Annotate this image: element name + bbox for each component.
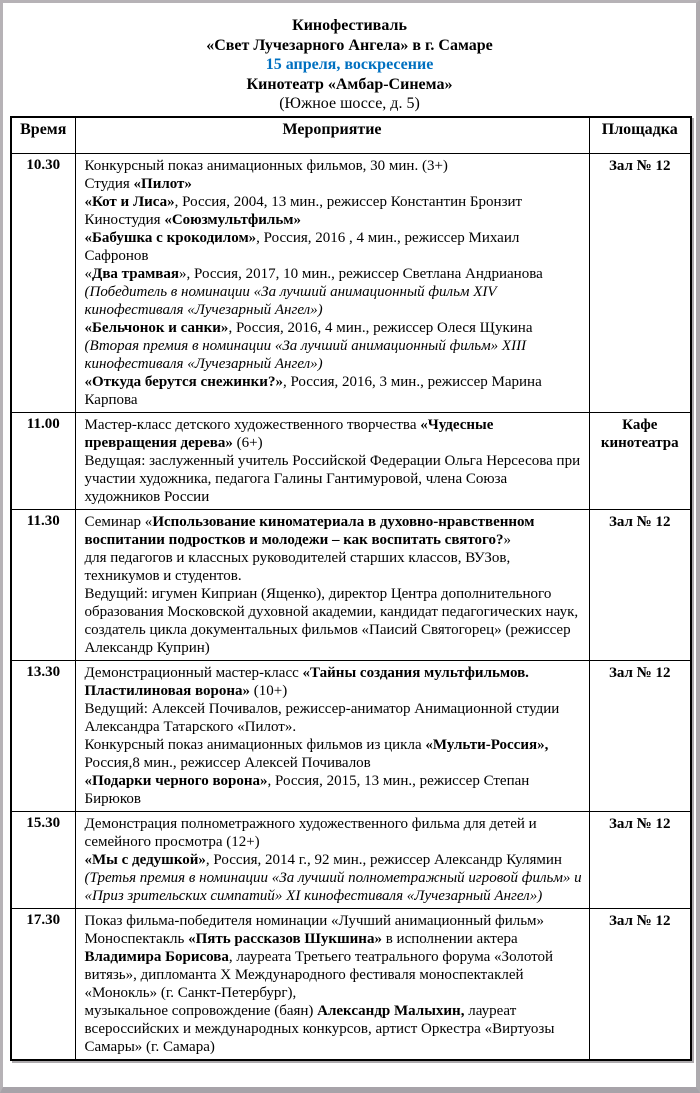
text-segment: «Мы с дедушкой»	[84, 851, 206, 868]
venue-cell: Кафе кинотеатра	[589, 412, 691, 509]
time-cell: 13.30	[11, 660, 75, 811]
event-cell	[75, 811, 589, 908]
time-cell: 10.30	[11, 153, 75, 412]
event-cell	[75, 509, 589, 660]
event-paragraph	[85, 452, 583, 506]
event-paragraph	[85, 912, 583, 930]
text-segment: (6+)	[232, 434, 263, 451]
text-segment: Демонстрационный мастер-класс	[84, 664, 303, 681]
text-segment: (Третья премия в номинации «За лучший полнометражный игровой фильм» и «Приз зрительских симпатий» XI кинофестиваля «Лучезарный Ангел»)	[84, 869, 582, 904]
schedule-row	[11, 153, 691, 412]
text-segment: Конкурсный показ анимационных фильмов из цикла	[84, 736, 426, 753]
schedule-row	[11, 412, 691, 509]
text-segment: , лауреата Третьего театрального форума «Золотой витязь», дипломанта X Международного фестиваля моноспектаклей «Монокль» (г. Санкт-Петербург),	[84, 948, 554, 1001]
text-segment: «Подарки черного ворона»	[84, 772, 268, 789]
text-segment: для педагогов и классных руководителей старших классов, ВУЗов, техникумов и студентов.	[84, 549, 511, 584]
text-segment: Два трамвая	[92, 265, 179, 282]
schedule-row	[11, 509, 691, 660]
text-segment: , Россия, 2016, 4 мин., режиссер Олеся Щукина	[228, 319, 533, 336]
event-paragraph	[85, 930, 583, 1002]
text-segment: (10+)	[250, 682, 288, 699]
event-paragraph	[85, 585, 583, 657]
cinema-address: (Южное шоссе, д. 5)	[279, 95, 420, 113]
text-segment: «Союзмультфильм»	[164, 211, 301, 228]
time-cell: 17.30	[11, 908, 75, 1060]
event-paragraph	[85, 416, 583, 452]
text-segment: , Россия, 2016 , 4 мин., режиссер Михаил Сафронов	[84, 229, 520, 264]
schedule-row	[11, 811, 691, 908]
text-segment: «Бабушка с крокодилом»	[84, 229, 257, 246]
text-segment: Моноспектакль	[84, 930, 189, 947]
text-segment: Ведущий: Алексей Почивалов, режиссер-аниматор Анимационной студии Александра Татарского «Пилот».	[84, 700, 560, 735]
event-paragraph	[85, 193, 583, 211]
text-segment: «Откуда берутся снежинки?»	[84, 373, 283, 390]
festival-title-line2: «Свет Лучезарного Ангела» в г. Самаре	[206, 36, 493, 54]
event-paragraph	[85, 1002, 583, 1056]
text-segment: «	[84, 265, 92, 282]
text-segment: «Пять рассказов Шукшина»	[188, 930, 382, 947]
time-cell: 11.30	[11, 509, 75, 660]
text-segment: в исполнении актера	[381, 930, 518, 947]
document-header	[3, 16, 696, 114]
text-segment: , Россия, 2016, 3 мин., режиссер Марина Карпова	[84, 373, 542, 408]
text-segment: «Пилот»	[133, 175, 192, 192]
event-cell	[75, 908, 589, 1060]
event-paragraph	[85, 175, 583, 193]
text-segment: «Мульти-Россия»,	[425, 736, 549, 753]
text-segment: Показ фильма-победителя номинации «Лучший анимационный фильм»	[84, 912, 545, 929]
text-segment: лауреат всероссийских и международных конкурсов, артист Оркестра «Виртуозы Самары» (г. Самара)	[84, 1002, 555, 1055]
venue-cell: Зал № 12	[589, 660, 691, 811]
time-cell: 15.30	[11, 811, 75, 908]
column-header-place: Площадка	[589, 117, 691, 154]
text-segment: (Победитель в номинации «За лучший анимационный фильм XIV кинофестиваля «Лучезарный Ангел»)	[84, 283, 497, 318]
schedule-table	[10, 116, 692, 1061]
cinema-name: Кинотеатр «Амбар-Синема»	[246, 75, 453, 93]
text-segment: Использование киноматериала в духовно-нравственном воспитании подростков и молодежи – как воспитать святого?	[84, 513, 535, 548]
column-header-event: Мероприятие	[75, 117, 589, 154]
text-segment: «Чудесные превращения дерева»	[84, 416, 494, 451]
column-header-time: Время	[11, 117, 75, 154]
text-segment: Демонстрация полнометражного художественного фильма для детей и семейного просмотра (12+)	[84, 815, 537, 850]
event-paragraph	[85, 283, 583, 319]
event-paragraph	[85, 549, 583, 585]
event-paragraph	[85, 851, 583, 905]
event-cell	[75, 153, 589, 412]
festival-title-line1: Кинофестиваль	[292, 17, 407, 34]
table-header-row	[11, 117, 691, 154]
text-segment: Студия	[84, 175, 134, 192]
text-segment: »	[503, 531, 511, 548]
venue-cell: Зал № 12	[589, 908, 691, 1060]
text-segment: Россия,8 мин., режиссер Алексей Почивалов	[84, 754, 371, 771]
text-segment: Ведущая: заслуженный учитель Российской Федерации Ольга Нерсесова при участии художника, педагога Галины Гантимуровой, члена Союза художников России	[84, 452, 581, 505]
schedule-row	[11, 660, 691, 811]
text-segment: Семинар «	[84, 513, 153, 530]
text-segment: Мастер-класс детского художественного творчества	[84, 416, 421, 433]
event-cell	[75, 660, 589, 811]
schedule-row	[11, 908, 691, 1060]
text-segment: Владимира Борисова	[84, 948, 229, 965]
venue-cell: Зал № 12	[589, 153, 691, 412]
event-paragraph	[85, 229, 583, 265]
text-segment: «Тайны создания мультфильмов. Пластилиновая ворона»	[84, 664, 529, 699]
venue-cell: Зал № 12	[589, 509, 691, 660]
event-paragraph	[85, 157, 583, 175]
event-paragraph	[85, 319, 583, 337]
text-segment: , Россия, 2015, 13 мин., режиссер Степан Бирюков	[84, 772, 530, 807]
event-paragraph	[85, 664, 583, 700]
text-segment: музыкальное сопровождение (баян)	[84, 1002, 318, 1019]
text-segment: , Россия, 2014 г., 92 мин., режиссер Александр Кулямин	[205, 851, 562, 868]
event-date: 15 апреля, воскресение	[265, 56, 434, 74]
event-paragraph	[85, 772, 583, 808]
text-segment: «Кот и Лиса»	[84, 193, 175, 210]
event-paragraph	[85, 265, 583, 283]
event-paragraph	[85, 513, 583, 549]
text-segment: », Россия, 2017, 10 мин., режиссер Светлана Андрианова	[179, 265, 543, 282]
text-segment: , Россия, 2004, 13 мин., режиссер Константин Бронзит	[174, 193, 523, 210]
event-cell	[75, 412, 589, 509]
text-segment: Киностудия	[84, 211, 165, 228]
time-cell: 11.00	[11, 412, 75, 509]
text-segment: (Вторая премия в номинации «За лучший анимационный фильм» XIII кинофестиваля «Лучезарный Ангел»)	[84, 337, 527, 372]
event-paragraph	[85, 373, 583, 409]
text-segment: Ведущий: игумен Киприан (Ященко), директор Центра дополнительного образования Московской духовной академии, кандидат педагогических наук, создатель цикла документальных фильмов «Паисий Святогорец» (режиссер Александр Куприн)	[84, 585, 579, 656]
event-paragraph	[85, 337, 583, 373]
event-paragraph	[85, 815, 583, 851]
event-paragraph	[85, 700, 583, 736]
text-segment: «Бельчонок и санки»	[84, 319, 229, 336]
text-segment: Александр Малыхин,	[317, 1002, 465, 1019]
event-paragraph	[85, 736, 583, 772]
event-paragraph	[85, 211, 583, 229]
venue-cell: Зал № 12	[589, 811, 691, 908]
text-segment: Конкурсный показ анимационных фильмов, 30 мин. (3+)	[84, 157, 448, 174]
